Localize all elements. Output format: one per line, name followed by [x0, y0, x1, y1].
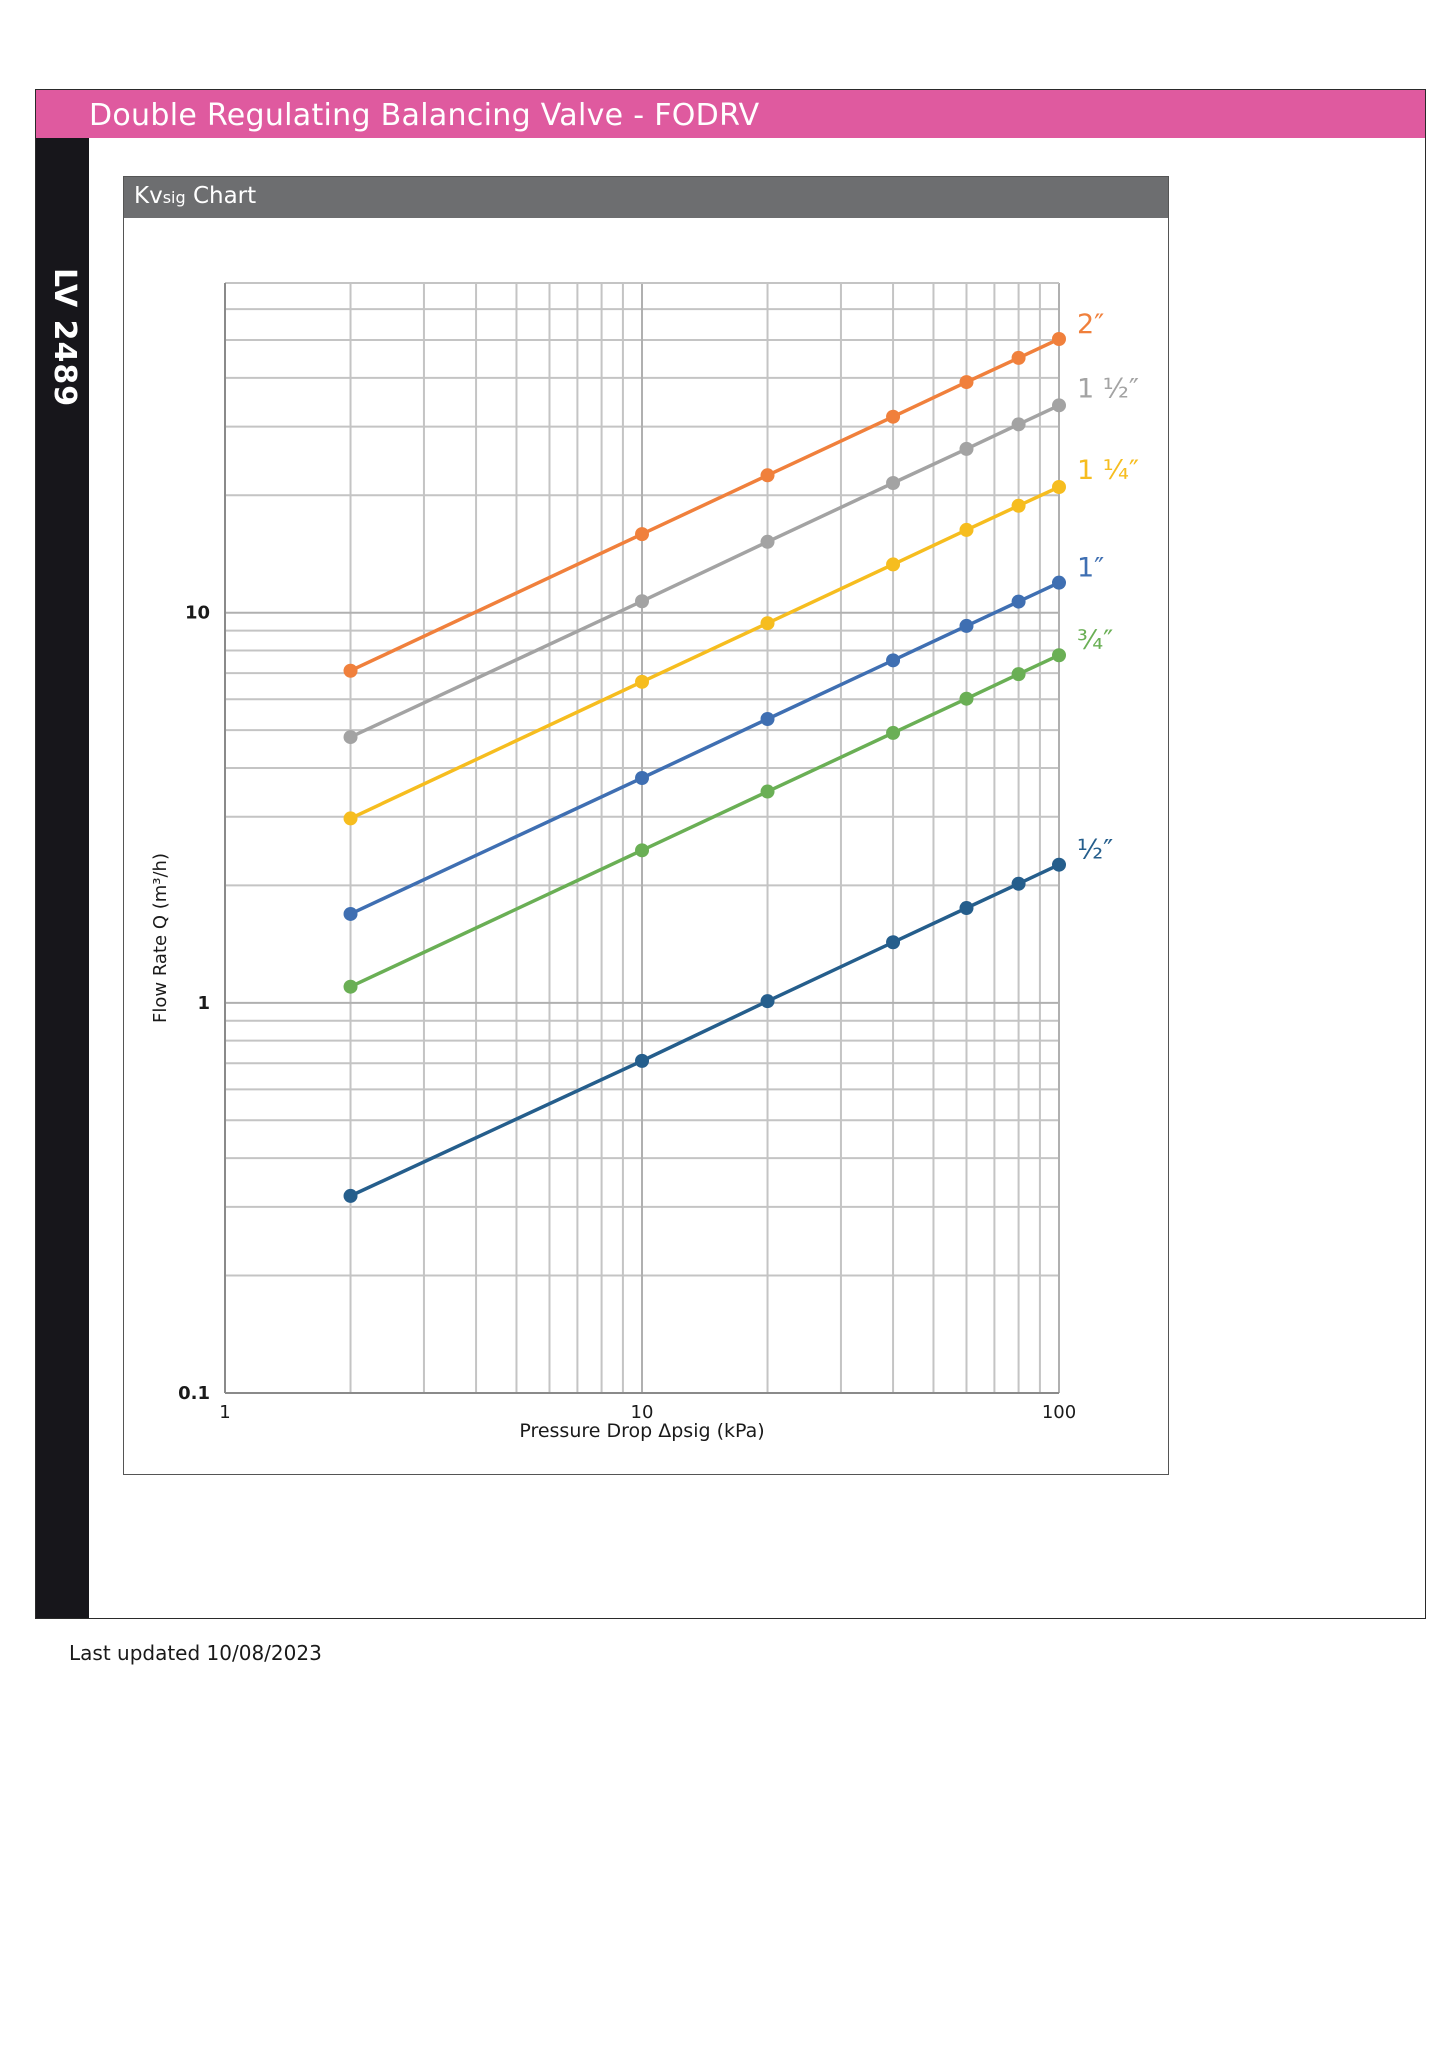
data-point — [959, 619, 973, 633]
data-point — [886, 653, 900, 667]
series-label: 1″ — [1077, 552, 1105, 584]
data-point — [761, 468, 775, 482]
data-point — [959, 523, 973, 537]
chart-panel — [123, 176, 1169, 1475]
data-point — [1052, 576, 1066, 590]
data-point — [344, 980, 358, 994]
data-point — [886, 935, 900, 949]
data-point — [635, 843, 649, 857]
data-point — [761, 535, 775, 549]
data-point — [959, 442, 973, 456]
data-point — [1012, 595, 1026, 609]
x-axis-title: Pressure Drop Δpsig (kPa) — [519, 1420, 765, 1442]
data-point — [344, 664, 358, 678]
data-point — [1012, 351, 1026, 365]
data-point — [344, 1189, 358, 1203]
series-line — [351, 583, 1060, 914]
series-3 — [344, 576, 1066, 921]
x-tick-label: 10 — [630, 1402, 654, 1423]
series-line — [351, 865, 1060, 1196]
last-updated: Last updated 10/08/2023 — [69, 1641, 322, 1665]
data-point — [344, 907, 358, 921]
series-label: 1 ½″ — [1077, 373, 1140, 405]
series-label: 2″ — [1077, 308, 1105, 340]
y-axis-title: Flow Rate Q (m³/h) — [150, 853, 171, 1023]
data-point — [761, 616, 775, 630]
labels-group — [150, 309, 1139, 1442]
data-point — [635, 527, 649, 541]
data-point — [1012, 667, 1026, 681]
series-line — [351, 655, 1060, 987]
series-line — [351, 405, 1060, 737]
data-point — [886, 557, 900, 571]
series-label: ½″ — [1077, 834, 1114, 866]
page-title: Double Regulating Balancing Valve - FODRV — [89, 98, 760, 133]
series-label: 1 ¼″ — [1077, 454, 1140, 486]
data-point — [1012, 417, 1026, 431]
data-point — [635, 594, 649, 608]
series-label: ¾″ — [1077, 625, 1114, 657]
data-point — [1012, 499, 1026, 513]
series-line — [351, 339, 1060, 671]
data-point — [1052, 398, 1066, 412]
series-0 — [344, 332, 1066, 678]
data-point — [1052, 480, 1066, 494]
series-5 — [344, 858, 1066, 1203]
data-point — [1052, 858, 1066, 872]
x-tick-label: 1 — [219, 1402, 231, 1423]
data-point — [959, 692, 973, 706]
header-bar — [36, 90, 1425, 138]
data-point — [635, 675, 649, 689]
data-point — [959, 901, 973, 915]
data-point — [886, 410, 900, 424]
chart-title-sub: sig — [162, 188, 186, 207]
data-point — [1052, 332, 1066, 346]
data-point — [344, 730, 358, 744]
series-2 — [344, 480, 1066, 825]
data-point — [761, 994, 775, 1008]
product-code: LV 2489 — [47, 268, 82, 408]
page-frame — [35, 89, 1426, 1619]
chart-title-rest: Chart — [185, 183, 257, 209]
y-tick-label: 0.1 — [178, 1383, 210, 1404]
kv-chart — [124, 177, 1168, 1474]
series-1 — [344, 398, 1066, 744]
data-point — [635, 771, 649, 785]
data-point — [886, 726, 900, 740]
data-point — [761, 785, 775, 799]
x-tick-label: 100 — [1041, 1402, 1077, 1423]
y-tick-label: 1 — [197, 992, 210, 1014]
chart-title-main: Kv — [134, 183, 163, 209]
data-point — [635, 1054, 649, 1068]
data-point — [886, 476, 900, 490]
data-point — [761, 712, 775, 726]
data-point — [344, 811, 358, 825]
data-point — [1012, 877, 1026, 891]
y-tick-label: 10 — [184, 602, 210, 624]
data-point — [1052, 648, 1066, 662]
side-bar — [36, 138, 89, 1618]
data-point — [959, 375, 973, 389]
